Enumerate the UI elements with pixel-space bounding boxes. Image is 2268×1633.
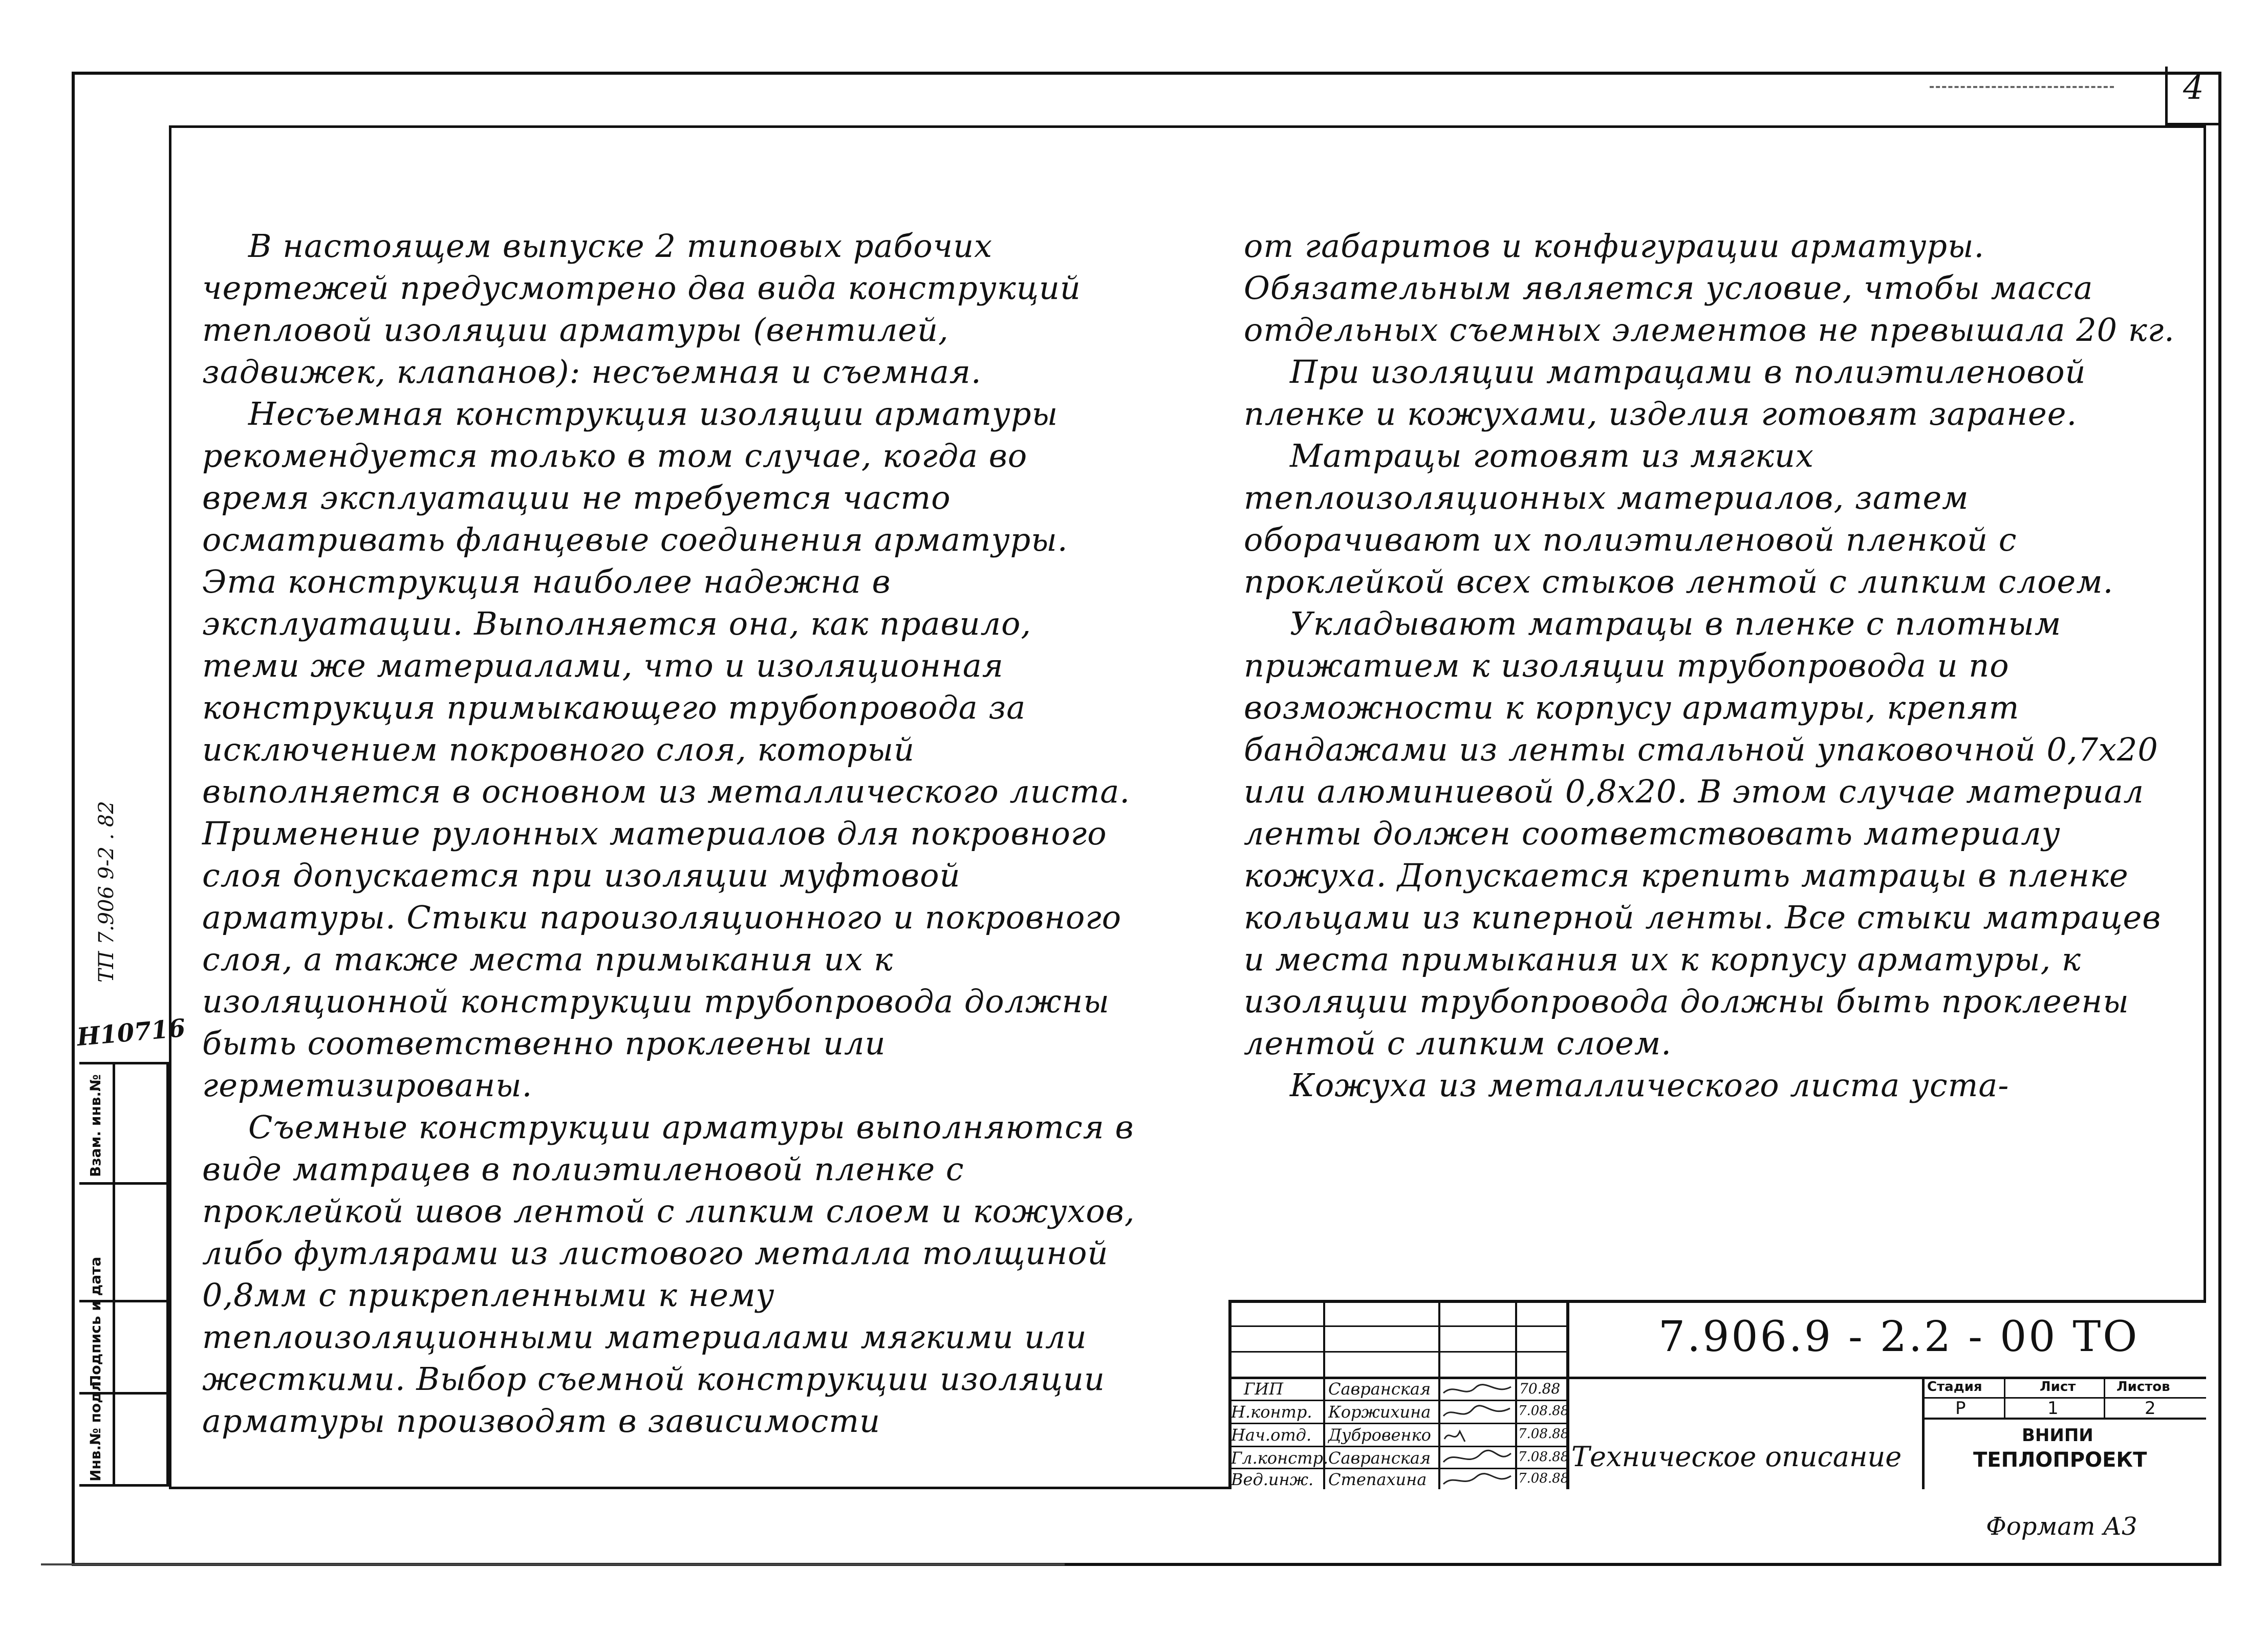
paragraph: Матрацы готовят из мягких теплоизоляционных материалов, затем оборачивают их полиэтиленовой пленкой с проклейкой всех стыков лентой с липким слоем. xyxy=(1244,437,2114,600)
side-inventory-number: Н10716 xyxy=(75,1013,187,1052)
name-nachotd: Дубровенко xyxy=(1328,1425,1431,1445)
sheet-header: Лист xyxy=(2040,1379,2076,1395)
side-label-inventory: Инв.№ подл. xyxy=(87,1376,104,1482)
format-label: Формат А3 xyxy=(1986,1512,2137,1541)
paragraph: Несъемная конструкция изоляции арматуры рекомендуется только в том случае, когда во время эксплуатации не требуется часто осматривать фланцевые соединения арматуры. Эта конструкция наиболее надежна в эксплуатации. Выполняется она, как правило, теми же материалами, что и изоляционная конструкция примыкающего трубопровода за исключением покровного слоя, который выполняется в основном из металлического листа. Применение рулонных материалов для покровного слоя допускается при изоляции муфтовой арматуры. Стыки пароизоляционного и покровного слоя, а также места примыкания их к изоляционной конструкции трубопровода должны быть соответственно проклеены или герметизированы. xyxy=(202,395,1131,1104)
top-dash-line xyxy=(1930,86,2114,88)
doc-title: Техническое описание xyxy=(1571,1441,1902,1473)
stage-header: Стадия xyxy=(1927,1379,1982,1395)
name-vedinzh: Степахина xyxy=(1328,1470,1427,1489)
org-line1: ВНИПИ xyxy=(2022,1425,2093,1446)
signature-marks xyxy=(1439,1378,1515,1490)
name-nkontr: Коржихина xyxy=(1328,1402,1431,1422)
sheets-value: 2 xyxy=(2145,1398,2156,1419)
tb-col xyxy=(2104,1377,2105,1418)
side-stamp-row1 xyxy=(79,1182,169,1185)
role-nachotd: Нач.отд. xyxy=(1231,1425,1312,1445)
tb-col xyxy=(2004,1377,2005,1418)
date-gip: 70.88 xyxy=(1519,1380,1561,1397)
role-vedinzh: Вед.инж. xyxy=(1231,1470,1314,1489)
role-gip: ГИП xyxy=(1244,1379,1283,1399)
side-series-code: ТП 7.906 9-2 . 82 xyxy=(95,801,118,983)
tb-col xyxy=(1515,1300,1517,1489)
role-glkonstr: Гл.констр. xyxy=(1231,1448,1329,1468)
paragraph: Съемные конструкции арматуры выполняются в виде матрацев в полиэтиленовой пленке с проклейкой швов лентой с липким слоем и кожухов, либо футлярами из листового металла толщиной 0,8мм с прикрепленными к нему теплоизоляционными материалами мягкими или жесткими. Выбор съемной конструкции изоляции арматуры производят в зависимости xyxy=(202,1108,1135,1440)
tb-col xyxy=(1922,1377,1925,1489)
paragraph: При изоляции матрацами в полиэтиленовой пленке и кожухами, изделия готовят заранее. xyxy=(1244,353,2086,432)
date-glkonstr: 7.08.88 xyxy=(1518,1449,1569,1465)
org-line2: ТЕПЛОПРОЕКТ xyxy=(1973,1448,2147,1472)
role-nkontr: Н.контр. xyxy=(1231,1402,1312,1422)
date-nkontr: 7.08.88 xyxy=(1518,1403,1569,1419)
date-vedinzh: 7.08.88 xyxy=(1518,1471,1569,1486)
side-label-replace: Взам. инв.№ xyxy=(87,1074,104,1177)
paragraph: В настоящем выпуске 2 типовых рабочих чертежей предусмотрено два вида конструкций тепловой изоляции арматуры (вентилей, задвижек, клапанов): несъемная и съемная. xyxy=(202,227,1081,390)
date-nachotd: 7.08.88 xyxy=(1518,1426,1569,1442)
stage-value: Р xyxy=(1955,1398,1966,1419)
side-stamp-divider xyxy=(113,1062,115,1487)
bottom-edge-line xyxy=(41,1563,1065,1565)
text-column-right xyxy=(1244,225,2186,1106)
paragraph: Укладывают матрацы в пленке с плотным прижатием к изоляции трубопровода и по возможности к корпусу арматуры, крепят бандажами из ленты стальной упаковочной 0,7х20 или алюминиевой 0,8х20. В этом случае материал ленты должен соответствовать материалу кожуха. Допускается крепить матрацы в пленке кольцами из киперной ленты. Все стыки матрацев и места примыкания их к корпусу арматуры, к изоляции трубопровода должны быть проклеены лентой с липким слоем. xyxy=(1244,605,2162,1062)
paragraph: от габаритов и конфигурации арматуры. Обязательным является условие, чтобы масса отдельных съемных элементов не превышала 20 кг. xyxy=(1244,227,2175,349)
page-number: 4 xyxy=(2183,69,2204,107)
name-glkonstr: Савранская xyxy=(1328,1448,1431,1468)
paragraph: Кожуха из металлического листа уста- xyxy=(1290,1066,2010,1104)
name-gip: Савранская xyxy=(1328,1379,1431,1399)
sheets-header: Листов xyxy=(2116,1379,2170,1395)
doc-code: 7.906.9 - 2.2 - 00 ТО xyxy=(1658,1313,2140,1361)
sheet-value: 1 xyxy=(2047,1398,2059,1419)
side-label-signature: Подпись и дата xyxy=(87,1256,104,1387)
text-column-left xyxy=(202,225,1139,1442)
